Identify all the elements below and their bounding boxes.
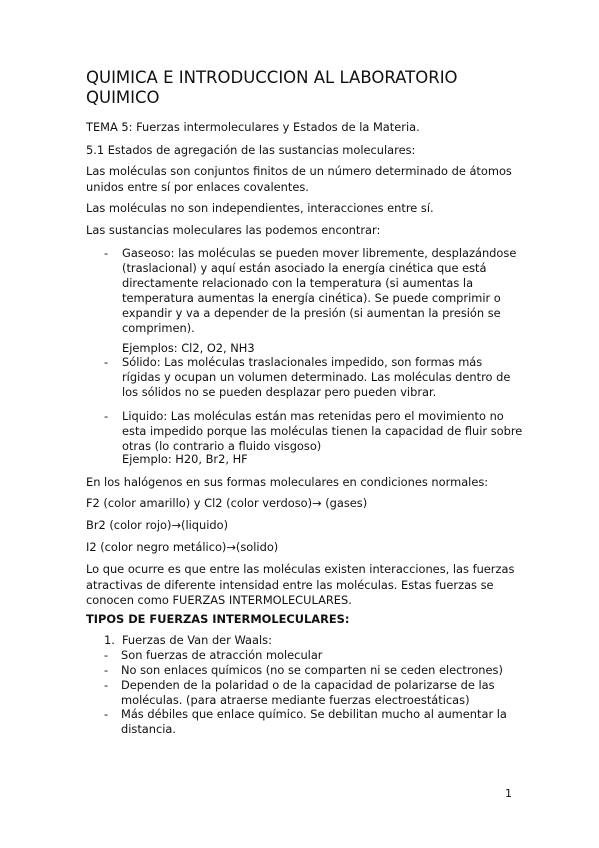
list-item-polaridad (104, 678, 524, 708)
list-item-solido (104, 355, 524, 400)
line-br2: Br2 (color rojo)→(liquido) (86, 518, 229, 532)
list-item-gaseoso (104, 246, 524, 336)
dash-marker: - (104, 663, 109, 677)
liquido-examples (104, 452, 524, 467)
dash-marker: - (104, 648, 109, 662)
no-enlaces-text: No son enlaces químicos (no se comparten ni se ceden electrones) (121, 663, 503, 677)
dash-marker: - (104, 409, 109, 423)
numbered-item-van-der-waals (104, 633, 524, 648)
list-item-no-enlaces (104, 663, 524, 678)
van-der-waals-text: Fuerzas de Van der Waals: (122, 633, 272, 647)
dash-marker: - (104, 246, 109, 260)
paragraph-interacciones: Lo que ocurre es que entre las moléculas existen interacciones, las fuerzas atractivas de diferente intensidad entre las moléculas. Estas fuerzas se conocen como FUERZAS INTERMOLECULARES. (86, 562, 515, 607)
solido-text: Sólido: Las moléculas traslacionales impedido, son formas más rígidas y ocupan un volumen determinado. Las moléculas dentro de los sólidos no se pueden desplazar pero pueden vibrar. (122, 355, 511, 399)
liquido-examples-text: Ejemplo: H20, Br2, HF (122, 452, 248, 466)
paragraph-encontrar: Las sustancias moleculares las podemos encontrar: (86, 223, 381, 237)
paragraph-independientes: Las moléculas no son independientes, interacciones entre sí. (86, 201, 434, 215)
list-item-liquido (104, 409, 524, 454)
polaridad-text: Dependen de la polaridad o de la capacidad de polarizarse de las moléculas. (para atraerse mediante fuerzas electroestáticas) (121, 678, 495, 707)
document-title: QUIMICA E INTRODUCCION AL LABORATORIO QUIMICO (86, 68, 458, 107)
atraccion-text: Son fuerzas de atracción molecular (121, 648, 323, 662)
line-f2-cl2: F2 (color amarillo) y Cl2 (color verdoso)→ (gases) (86, 496, 368, 510)
gaseoso-examples-text: Ejemplos: Cl2, O2, NH3 (122, 341, 255, 355)
section-heading: 5.1 Estados de agregación de las sustancias moleculares: (86, 143, 416, 157)
tipos-heading: TIPOS DE FUERZAS INTERMOLECULARES: (86, 612, 350, 626)
number-marker: 1. (104, 633, 115, 647)
dash-marker: - (104, 707, 109, 721)
gaseoso-text: Gaseoso: las moléculas se pueden mover libremente, desplazándose (traslacional) y aquí están asociado la energía cinética que está directamente relacionado con la temperatura (si aumentas la temperatura aumentas la energía cinética). Se puede comprimir o expandir y va a depender de la presión (si aumentan la presión se comprimen). (122, 246, 517, 335)
dash-marker: - (104, 355, 109, 369)
paragraph-moleculas: Las moléculas son conjuntos finitos de un número determinado de átomos unidos entre sí por enlaces covalentes. (86, 164, 512, 194)
line-i2: I2 (color negro metálico)→(solido) (86, 540, 279, 554)
gaseoso-examples (104, 341, 524, 356)
debiles-text: Más débiles que enlace químico. Se debilitan mucho al aumentar la distancia. (121, 707, 507, 736)
tema-heading: TEMA 5: Fuerzas intermoleculares y Estados de la Materia. (86, 120, 420, 134)
liquido-text: Liquido: Las moléculas están mas retenidas pero el movimiento no esta impedido porque las moléculas tienen la capacidad de fluir sobre otras (lo contrario a fluido visgoso) (122, 409, 523, 453)
page-number: 1 (505, 787, 512, 800)
list-item-debiles (104, 707, 524, 737)
paragraph-halogenos: En los halógenos en sus formas moleculares en condiciones normales: (86, 475, 489, 489)
list-item-atraccion (104, 648, 524, 663)
dash-marker: - (104, 678, 109, 692)
